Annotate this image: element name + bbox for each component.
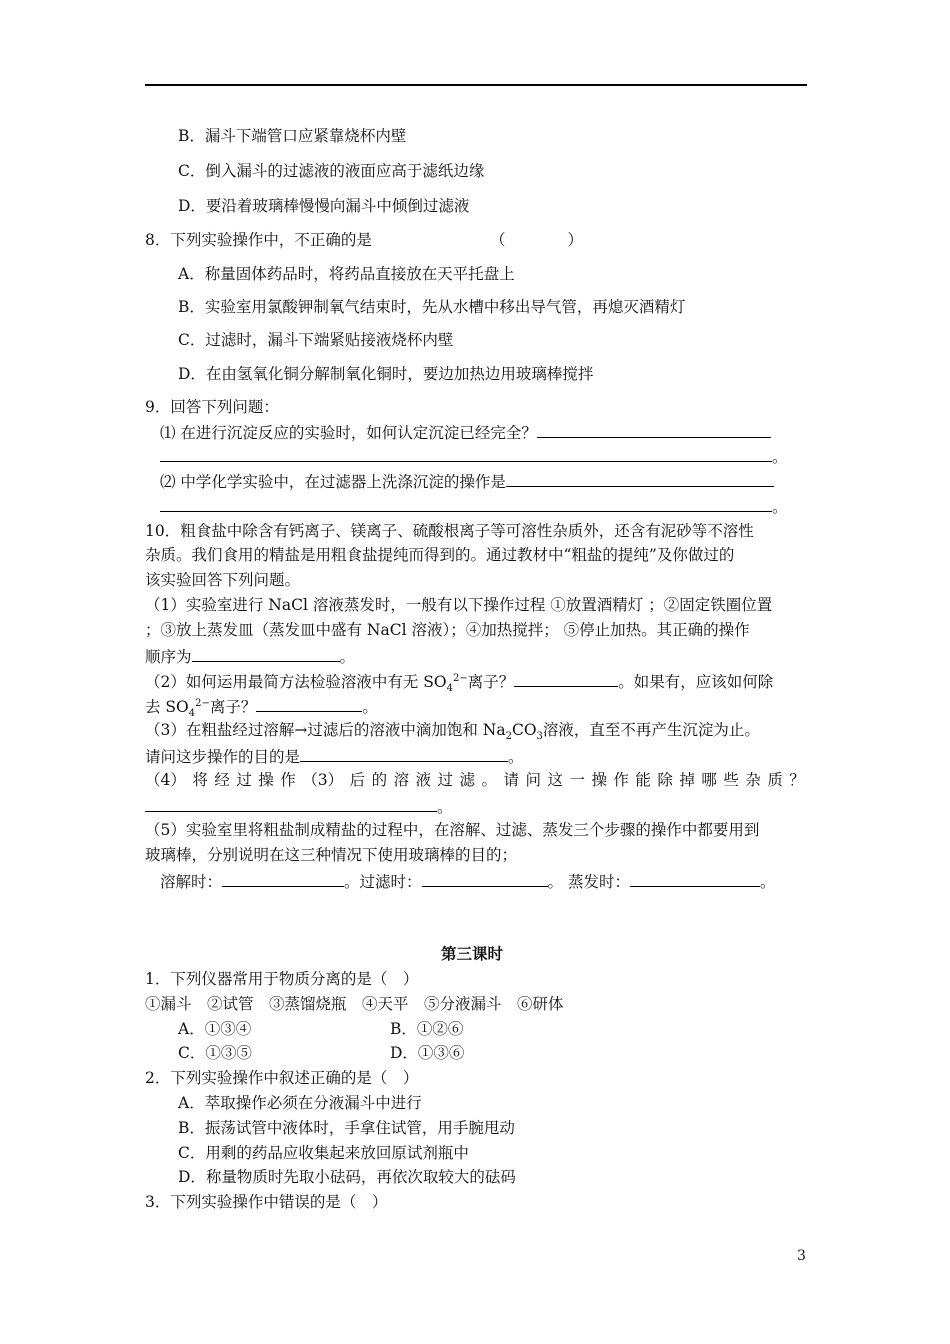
q10-s4-char: 作 bbox=[613, 771, 629, 789]
q10-s4-end: 。 bbox=[437, 798, 453, 816]
q10-line3: 该实验回答下列问题。 bbox=[145, 571, 301, 589]
q10-line1: 10．粗食盐中除含有钙离子、镁离子、硫酸根离子等可溶性杂质外，还含有泥砂等不溶性 bbox=[145, 522, 754, 540]
q10-s1-line2: ；③放上蒸发皿（蒸发皿中盛有 NaCl 溶液）；④加热搅拌； ⑤停止加热。其正确的操作 bbox=[145, 621, 750, 639]
lesson3-q1-option-c: C．①③⑤ bbox=[178, 1044, 252, 1062]
q10-s5-line1: （5）实验室里将粗盐制成精盐的过程中，在溶解、过滤、蒸发三个步骤的操作中都要用到 bbox=[145, 821, 760, 839]
q9-part1 bbox=[160, 421, 771, 443]
q10-s4-char: 一 bbox=[569, 771, 585, 789]
lesson3-q3-stem: 3．下列实验操作中错误的是（ ） bbox=[145, 1193, 388, 1211]
q10-s2-end: 。 bbox=[362, 698, 378, 716]
q10-s3-text-c: 溶液，直至不再产生沉淀为止。 bbox=[542, 721, 760, 739]
q9-part1-blank-2[interactable] bbox=[160, 445, 772, 462]
q10-s5-dissolve-blank[interactable] bbox=[222, 870, 344, 887]
q10-s4-char: （3） bbox=[302, 771, 344, 789]
q10-s2-sup: 2− bbox=[453, 672, 468, 684]
q10-s4-char: 请 bbox=[503, 771, 520, 789]
q10-s3-blank[interactable] bbox=[300, 745, 508, 762]
q9-part1-end: 。 bbox=[772, 448, 788, 466]
q10-s2-text-e: 离子？ bbox=[209, 698, 257, 716]
q7-option-d: D．要沿着玻璃棒慢慢向漏斗中倾倒过滤液 bbox=[178, 197, 470, 215]
q10-s3-sub2: 2 bbox=[505, 731, 512, 743]
q10-s4-char: 将 bbox=[192, 771, 208, 789]
q8-option-a: A．称量固体药品时，将药品直接放在天平托盘上 bbox=[178, 265, 515, 283]
q10-s4-char: （4） bbox=[145, 771, 186, 789]
lesson3-title: 第三课时 bbox=[441, 944, 504, 963]
q10-s1-blank[interactable] bbox=[192, 645, 340, 662]
q10-s5-dissolve-label: 溶解时： bbox=[160, 873, 223, 891]
q10-s3-sub3: 3 bbox=[536, 731, 543, 743]
q7-option-b: B．漏斗下端管口应紧靠烧杯内壁 bbox=[178, 127, 407, 145]
q10-s4-char: 操 bbox=[591, 771, 607, 789]
q10-s3-line2 bbox=[145, 745, 524, 767]
q10-s4-char: 杂 bbox=[745, 771, 761, 789]
q10-s4-line2 bbox=[145, 795, 453, 817]
q9-part2-text: ⑵ 中学化学实验中，在过滤器上洗涤沉淀的操作是 bbox=[160, 473, 506, 491]
q10-s4-char: 质 bbox=[767, 771, 783, 789]
q9-part1-line2 bbox=[160, 445, 788, 467]
q10-s2-text-a: （2）如何运用最简方法检验溶液中有无 SO bbox=[145, 673, 447, 691]
q10-s2-text-d: 去 SO bbox=[145, 698, 189, 716]
q10-s4-char: 经 bbox=[214, 771, 230, 789]
q10-s4-char: 。 bbox=[481, 771, 498, 789]
q10-s1-label: 顺序为 bbox=[145, 648, 192, 666]
q10-s4-char: 后 bbox=[349, 771, 366, 789]
q10-s4-char: 过 bbox=[437, 771, 454, 789]
q10-s2-line2 bbox=[145, 695, 378, 720]
lesson3-q1-stem: 1．下列仪器常用于物质分离的是（ ） bbox=[145, 970, 419, 988]
header-rule bbox=[145, 84, 807, 86]
q10-s2-text-b: 离子？ bbox=[467, 673, 515, 691]
q8-option-b: B．实验室用氯酸钾制氧气结束时，先从水槽中移出导气管，再熄灭酒精灯 bbox=[178, 298, 686, 316]
lesson3-q1-items: ①漏斗 ②试管 ③蒸馏烧瓶 ④天平 ⑤分液漏斗 ⑥研体 bbox=[145, 995, 564, 1013]
page-number: 3 bbox=[797, 1248, 806, 1264]
lesson3-q2-option-c: C．用剩的药品应收集起来放回原试剂瓶中 bbox=[178, 1144, 469, 1162]
q8-option-c: C．过滤时，漏斗下端紧贴接液烧杯内壁 bbox=[178, 331, 454, 349]
lesson3-q1-option-b: B．①②⑥ bbox=[390, 1020, 464, 1038]
q8-stem: 8．下列实验操作中，不正确的是 bbox=[145, 231, 372, 249]
q10-s4-line1 bbox=[145, 770, 805, 790]
q8-answer-paren: （ ） bbox=[490, 231, 584, 249]
q10-s4-char: 的 bbox=[371, 771, 388, 789]
q10-s4-char: 些 bbox=[723, 771, 739, 789]
q10-s5-evap-blank[interactable] bbox=[630, 870, 760, 887]
q10-s4-char: 掉 bbox=[679, 771, 695, 789]
q9-part1-blank[interactable] bbox=[537, 421, 771, 438]
q9-part1-text: ⑴ 在进行沉淀反应的实验时，如何认定沉淀已经完全？ bbox=[160, 424, 537, 442]
q10-s4-blank[interactable] bbox=[145, 795, 437, 812]
lesson3-q2-stem: 2．下列实验操作中叙述正确的是（ ） bbox=[145, 1069, 419, 1087]
q10-s1-line1: （1）实验室进行 NaCl 溶液蒸发时，一般有以下操作过程 ①放置酒精灯 ；②固定铁圈位置 bbox=[145, 596, 773, 614]
q10-s4-char: 操 bbox=[258, 771, 274, 789]
lesson3-q2-option-d: D．称量物质时先取小砝码，再依次取较大的砝码 bbox=[178, 1168, 516, 1186]
q10-s1-line3 bbox=[145, 645, 355, 667]
q10-s4-char: 能 bbox=[635, 771, 651, 789]
q10-s5-filter-label: 。过滤时： bbox=[344, 873, 422, 891]
q10-s4-char: ？ bbox=[789, 771, 805, 789]
q10-s2-sup-2: 2− bbox=[195, 697, 210, 709]
q10-s5-filter-blank[interactable] bbox=[422, 870, 548, 887]
q9-part2-blank[interactable] bbox=[506, 470, 774, 487]
lesson3-q1-option-d: D．①③⑥ bbox=[390, 1044, 465, 1062]
q10-s2-line1 bbox=[145, 670, 774, 695]
lesson3-q2-option-a: A．萃取操作必须在分液漏斗中进行 bbox=[178, 1094, 422, 1112]
q7-option-c: C．倒入漏斗的过滤液的液面应高于滤纸边缘 bbox=[178, 162, 485, 180]
q10-s5-end: 。 bbox=[759, 873, 776, 891]
q10-line2: 杂质。我们食用的精盐是用粗食盐提纯而得到的。通过教材中“粗盐的提纯”及你做过的 bbox=[145, 546, 735, 564]
q10-s2-blank2[interactable] bbox=[256, 695, 362, 712]
q10-s4-char: 溶 bbox=[393, 771, 410, 789]
q9-part2 bbox=[160, 470, 774, 492]
q10-s2-sub: 4 bbox=[446, 683, 453, 695]
q10-s2-sub-2: 4 bbox=[188, 708, 196, 720]
q10-s4-char: 除 bbox=[657, 771, 673, 789]
q10-s2-text-c: 。如果有，应该如何除 bbox=[618, 673, 774, 691]
lesson3-q2-option-b: B．振荡试管中液体时，手拿住试管，用手腕甩动 bbox=[178, 1119, 515, 1137]
q10-s1-end: 。 bbox=[339, 648, 356, 666]
q9-stem: 9．回答下列问题： bbox=[145, 398, 279, 416]
q9-part2-blank-2[interactable] bbox=[160, 495, 772, 512]
q10-s4-char: 滤 bbox=[459, 771, 476, 789]
q10-s5-line2: 玻璃棒，分别说明在这三种情况下使用玻璃棒的目的； bbox=[145, 846, 518, 864]
q10-s4-char: 作 bbox=[280, 771, 296, 789]
q9-part2-line2 bbox=[160, 495, 788, 517]
q10-s4-char: 哪 bbox=[701, 771, 717, 789]
q10-s3-text-d: 请问这步操作的目的是 bbox=[145, 748, 301, 766]
q10-s2-blank1[interactable] bbox=[514, 670, 618, 687]
q8-option-d: D．在由氢氧化铜分解制氧化铜时，要边加热边用玻璃棒搅拌 bbox=[178, 365, 594, 383]
q10-s4-char: 液 bbox=[415, 771, 432, 789]
lesson3-q1-option-a: A．①③④ bbox=[178, 1020, 252, 1038]
q9-part2-end: 。 bbox=[772, 498, 788, 516]
q10-s5-evap-label: 。 蒸发时： bbox=[547, 873, 630, 891]
q10-s3-line1 bbox=[145, 720, 760, 743]
q10-s3-text-a: （3）在粗盐经过溶解→过滤后的溶液中滴加饱和 Na bbox=[145, 721, 506, 739]
q10-s3-text-b: CO bbox=[511, 721, 537, 739]
q10-s4-char: 这 bbox=[547, 771, 563, 789]
q10-s3-end: 。 bbox=[508, 748, 524, 766]
q10-s4-char: 问 bbox=[525, 771, 541, 789]
q10-s5-line3 bbox=[160, 870, 775, 892]
q10-s4-char: 过 bbox=[236, 771, 252, 789]
